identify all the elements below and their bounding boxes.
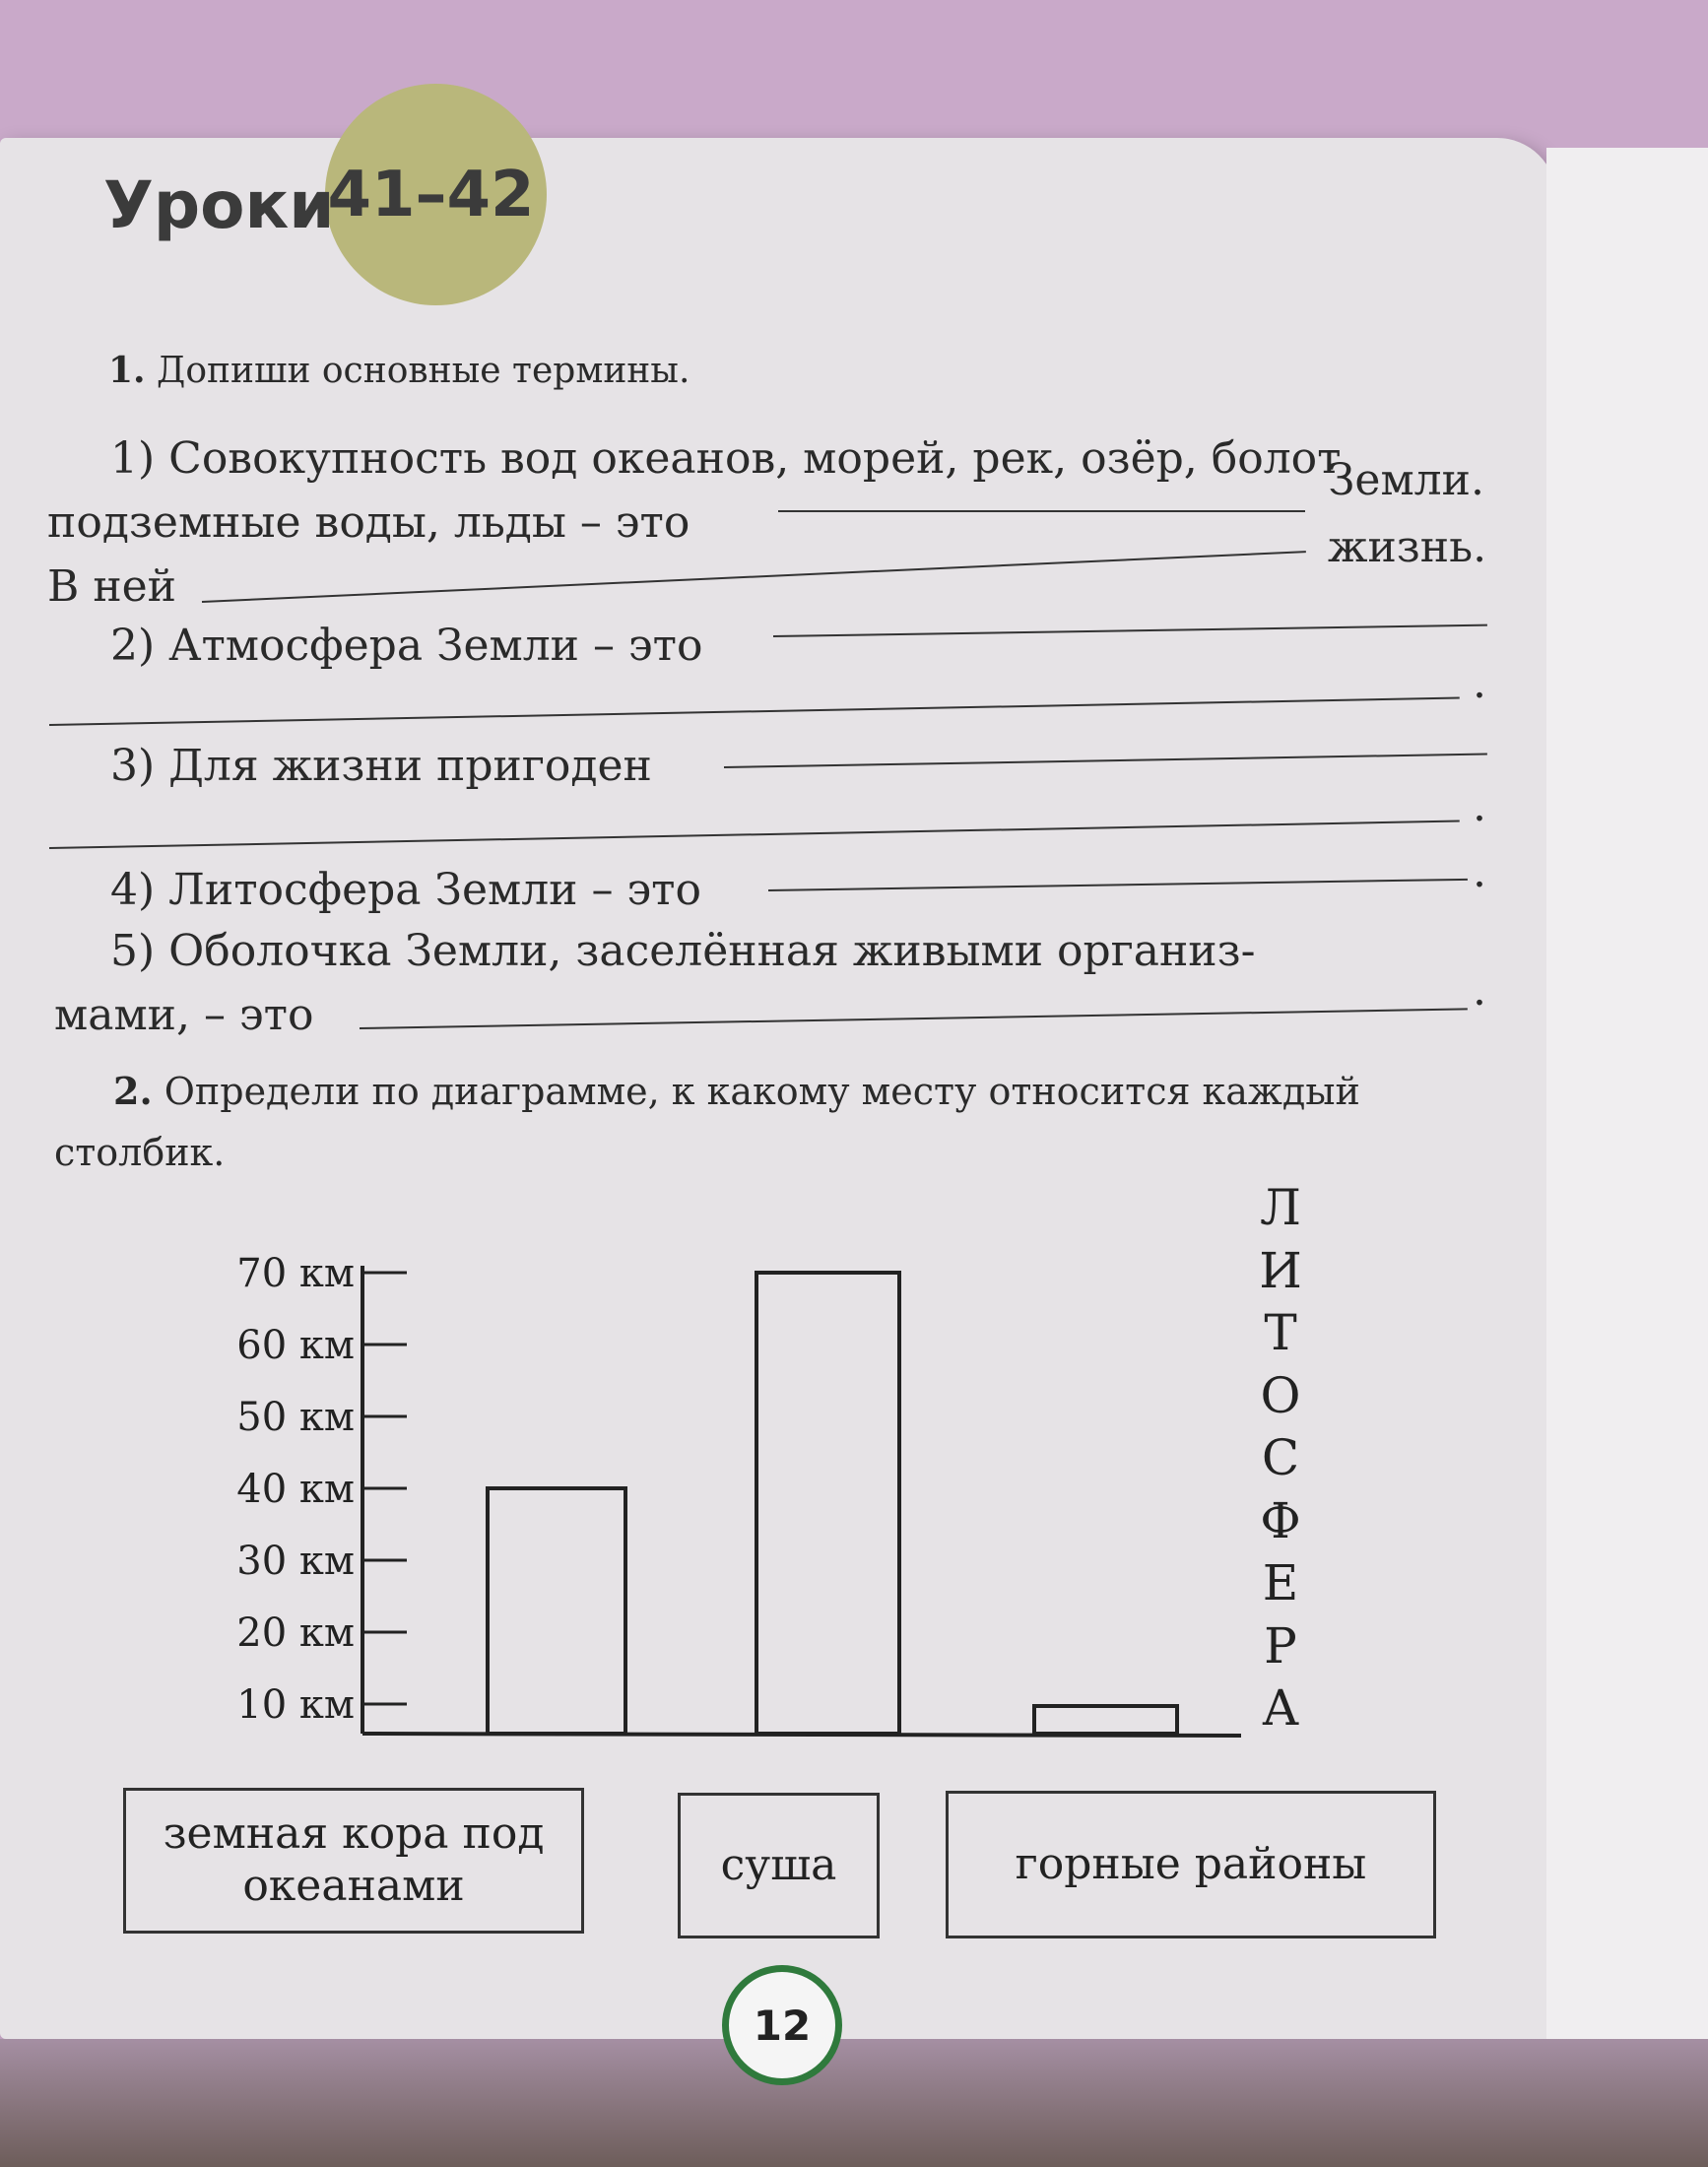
side-letter: Ф: [1260, 1491, 1301, 1549]
answer-line-1a[interactable]: [778, 510, 1305, 512]
chart-bar: [1034, 1706, 1177, 1734]
task1-number: 1.: [108, 350, 146, 391]
page-number: [722, 1965, 842, 2085]
side-letter: О: [1260, 1366, 1301, 1424]
label-box-ocean-crust[interactable]: [123, 1788, 584, 1934]
facing-page-edge: [1546, 148, 1708, 2039]
item4-text: 4) Литосфера Земли – это: [110, 865, 701, 915]
lesson-numbers: 41–42: [327, 158, 535, 231]
task2-number: 2.: [113, 1069, 153, 1113]
side-letter: С: [1261, 1429, 1300, 1486]
item1-line1: 1) Совокупность вод океанов, морей, рек, озёр, болот,: [110, 433, 1355, 484]
item1-line3-end: жизнь.: [1328, 522, 1487, 572]
side-letter: Т: [1264, 1304, 1297, 1361]
item1-line3: В ней: [47, 561, 177, 612]
thickness-bar-chart: [217, 1241, 1251, 1753]
y-tick-label: 30 км: [236, 1539, 355, 1584]
side-label-litosfera: [1251, 1177, 1310, 1740]
y-tick-label: 70 км: [236, 1251, 355, 1296]
task2-heading-line2: столбик.: [54, 1131, 226, 1174]
y-tick-label: 60 км: [236, 1323, 355, 1368]
label-box-land[interactable]: [678, 1793, 880, 1938]
lesson-number-badge: [325, 84, 547, 305]
page-number-text: 12: [753, 2001, 812, 2050]
task1-heading-text: Допиши основные термины.: [157, 351, 690, 391]
item2-text: 2) Атмосфера Земли – это: [110, 621, 703, 671]
y-tick-label: 20 км: [236, 1610, 355, 1656]
label-land-text: суша: [720, 1839, 837, 1890]
task1-heading: [108, 350, 690, 391]
y-tick-label: 10 км: [236, 1682, 355, 1728]
task2-heading-text: Определи по диаграмме, к какому месту относится каждый: [164, 1070, 1360, 1113]
y-tick-label: 40 км: [236, 1467, 355, 1512]
item1-line2: подземные воды, льды – это: [47, 497, 690, 548]
page-bottom-edge: [0, 2039, 1708, 2167]
item1-line2-end: Земли.: [1328, 455, 1484, 505]
label-mountains-text: горные районы: [1015, 1838, 1367, 1889]
item5-line1: 5) Оболочка Земли, заселённая живыми организ-: [110, 926, 1256, 976]
item5-period: .: [1473, 965, 1486, 1016]
chart-bar: [756, 1273, 899, 1734]
label-ocean-crust-text: земная кора под океанами: [163, 1808, 545, 1911]
item5-line2: мами, – это: [54, 990, 314, 1040]
side-letter: Р: [1264, 1616, 1297, 1674]
chart-bar: [488, 1488, 625, 1734]
side-letter: Е: [1262, 1554, 1299, 1611]
side-letter: Л: [1260, 1179, 1301, 1236]
lesson-title: Уроки: [103, 167, 335, 243]
task2-heading: [113, 1069, 1360, 1113]
item3-text: 3) Для жизни пригоден: [110, 741, 652, 791]
item2-period: .: [1473, 658, 1486, 708]
side-letter: И: [1259, 1241, 1302, 1299]
y-tick-label: 50 км: [236, 1395, 355, 1440]
side-letter: А: [1262, 1679, 1299, 1737]
item3-period: .: [1473, 781, 1486, 831]
item4-period: .: [1473, 847, 1486, 897]
label-box-mountains[interactable]: [946, 1791, 1436, 1938]
